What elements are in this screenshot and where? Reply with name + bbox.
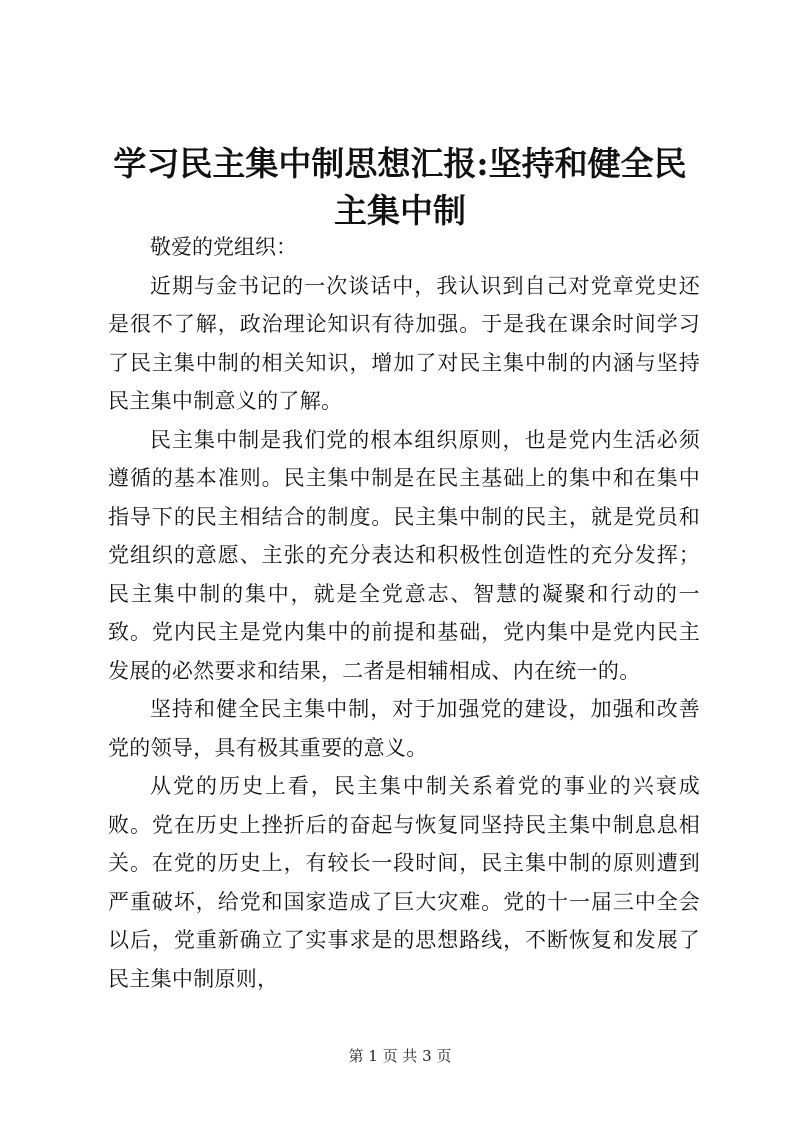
document-body — [108, 228, 700, 998]
page-number-footer: 第 1 页 共 3 页 — [348, 1047, 452, 1065]
paragraph-3: 坚持和健全民主集中制，对于加强党的建设，加强和改善党的领导，具有极其重要的意义。 — [108, 697, 700, 760]
salutation: 敬爱的党组织： — [150, 235, 297, 259]
paragraph-2: 民主集中制是我们党的根本组织原则，也是党内生活必须遵循的基本准则。民主集中制是在民主基础上的集中和在集中指导下的民主相结合的制度。民主集中制的民主，就是党员和党组织的意愿、主张的充分表达和积极性创造性的充分发挥；民主集中制的集中，就是全党意志、智慧的凝聚和行动的一致。党内民主是党内集中的前提和基础，党内集中是党内民主发展的必然要求和结果，二者是相辅相成、内在统一的。 — [108, 427, 700, 683]
document-title: 学习民主集中制思想汇报:坚持和健全民主集中制 — [113, 144, 687, 230]
paragraph-4: 从党的历史上看，民主集中制关系着党的事业的兴衰成败。党在历史上挫折后的奋起与恢复同坚持民主集中制息息相关。在党的历史上，有较长一段时间，民主集中制的原则遭到严重破坏，给党和国家造成了巨大灾难。党的十一届三中全会以后，党重新确立了实事求是的思想路线，不断恢复和发展了民主集中制原则， — [108, 774, 700, 991]
paragraph-1: 近期与金书记的一次谈话中，我认识到自己对党章党史还是很不了解，政治理论知识有待加强。于是我在课余时间学习了民主集中制的相关知识，增加了对民主集中制的内涵与坚持民主集中制意义的了解。 — [108, 273, 700, 413]
